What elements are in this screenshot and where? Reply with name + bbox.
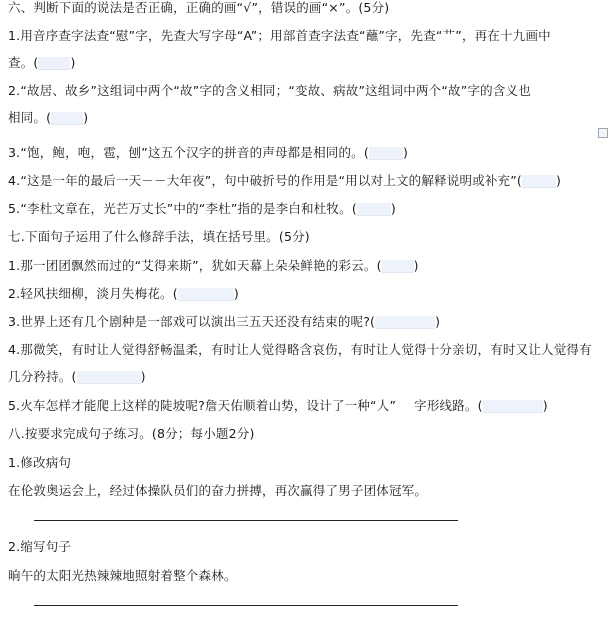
close-paren: ) (402, 145, 409, 160)
question-6-5 (8, 201, 602, 217)
question-6-4-text: 4.“这是一年的最后一天－－大年夜”，句中破折号的作用是“用以对上文的解释说明或补充”( (8, 173, 523, 188)
question-7-4-text: 4.那微笑，有时让人觉得舒畅温柔，有时让人觉得略含哀伤，有时让人觉得十分亲切，有时又让人觉得有 (8, 342, 592, 357)
question-6-4 (8, 173, 602, 189)
question-6-2-text-cont: 相同。( (8, 110, 52, 125)
question-7-4-text-cont: 几分矜持。( (8, 369, 77, 384)
close-paren: ) (542, 398, 548, 413)
question-7-1 (8, 258, 602, 274)
question-6-3-text: 3.“饱，鲍，咆，雹，刨”这五个汉字的拼音的声母都是相同的。( (8, 145, 369, 160)
section-six-title-text: 六、判断下面的说法是否正确，正确的画“√”，错误的画“×”。(5分) (8, 0, 390, 15)
section-seven-title (8, 229, 602, 245)
question-6-2-line-2 (8, 110, 602, 126)
answer-writing-line-8-2[interactable] (34, 605, 458, 606)
close-paren: ) (390, 201, 396, 216)
question-7-4-line-1 (8, 342, 602, 358)
close-paren: ) (83, 110, 89, 125)
question-8-1-sentence-text: 在伦敦奥运会上，经过体操队员们的奋力拼搏，再次赢得了男子团体冠军。 (8, 483, 428, 498)
close-paren: ) (140, 369, 146, 384)
section-eight-title-text: 八.按要求完成句子练习。(8分；每小题2分) (8, 426, 255, 441)
close-paren: ) (556, 173, 562, 188)
question-8-1-title (8, 455, 602, 471)
question-8-1-title-text: 1.修改病句 (8, 455, 72, 470)
question-6-2-line-1 (8, 83, 602, 99)
question-7-3 (8, 314, 602, 330)
close-paren: ) (413, 258, 419, 273)
section-six-title (8, 0, 602, 16)
answer-writing-line-8-1[interactable] (34, 520, 458, 521)
question-7-4-line-2 (8, 369, 602, 385)
answer-blank-7-1[interactable] (382, 260, 414, 273)
question-6-1-text-cont: 查。( (8, 55, 39, 70)
question-7-2-text: 2.轻风扶细柳，淡月失梅花。( (8, 286, 178, 301)
answer-blank-7-3[interactable] (375, 316, 435, 329)
answer-blank-6-5[interactable] (357, 203, 391, 216)
text-boundary-mark-right (598, 128, 608, 138)
question-6-1-text: 1.用音序查字法查“慰”字，先查大写字母“A”；用部首查字法查“蘸”字，先查“艹”，再在十九画中 (8, 28, 551, 43)
question-7-5 (8, 398, 602, 414)
question-6-1-line-1 (8, 28, 602, 44)
answer-blank-7-5[interactable] (483, 400, 543, 413)
answer-blank-6-4[interactable] (522, 175, 556, 188)
question-8-2-sentence (8, 568, 602, 584)
question-6-5-text: 5.“李杜文章在，光芒万丈长”中的“李杜”指的是李白和杜牧。( (8, 201, 357, 216)
question-7-1-text: 1.那一团团飘然而过的“艾得来斯”，犹如天幕上朵朵鲜艳的彩云。( (8, 258, 382, 273)
answer-blank-7-4[interactable] (77, 371, 141, 384)
question-8-2-title-text: 2.缩写句子 (8, 539, 72, 554)
answer-blank-7-2[interactable] (178, 288, 234, 301)
close-paren: ) (70, 55, 76, 70)
close-paren: ) (233, 286, 239, 301)
question-7-5-text: 5.火车怎样才能爬上这样的陡坡呢?詹天佑顺着山势，设计了一种“人” (8, 398, 397, 413)
close-paren: ) (435, 314, 441, 329)
question-7-5-text-cont: 字形线路。( (414, 398, 483, 413)
answer-blank-6-1[interactable] (38, 57, 70, 70)
question-7-2 (8, 286, 602, 302)
question-8-2-title (8, 539, 602, 555)
answer-blank-6-2[interactable] (51, 112, 83, 125)
question-7-3-text: 3.世界上还有几个剧种是一部戏可以演出三五天还没有结束的呢?( (8, 314, 376, 329)
answer-blank-6-3[interactable] (369, 147, 403, 160)
question-6-2-text: 2.“故居、故乡”这组词中两个“故”字的含义相同；“变故、病故”这组词中两个“故”字的含义也 (8, 83, 531, 98)
question-8-1-sentence (8, 483, 602, 499)
section-seven-title-text: 七.下面句子运用了什么修辞手法，填在括号里。(5分) (8, 229, 310, 244)
question-6-3 (8, 145, 602, 161)
question-6-1-line-2 (8, 55, 602, 71)
section-eight-title (8, 426, 602, 442)
question-8-2-sentence-text: 晌午的太阳光热辣辣地照射着整个森林。 (8, 568, 237, 583)
